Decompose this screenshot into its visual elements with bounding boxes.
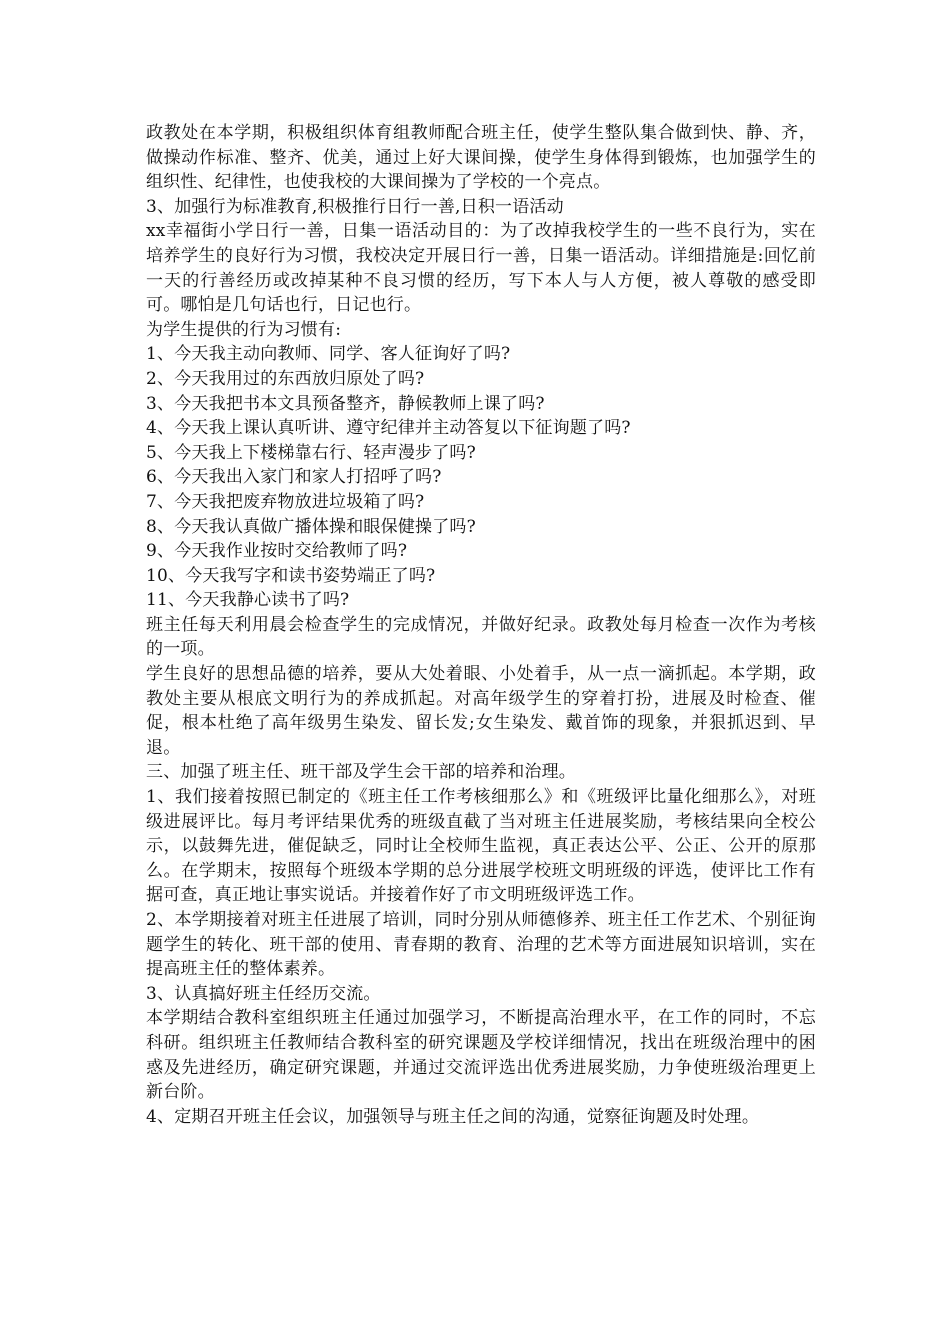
- list-item-habit-6: 6、今天我出入家门和家人打招呼了吗?: [146, 467, 442, 488]
- paragraph-morning-exercise: 政教处在本学期，积极组织体育组教师配合班主任，使学生整队集合做到快、静、齐，做操动作标准、整齐、优美，通过上好大课间操，使学生身体得到锻炼，也加强学生的组织性、纪律性，也使我校的大课间操为了学校的一个亮点。: [146, 123, 816, 193]
- document-body: [146, 121, 816, 1129]
- heading-section-three: 三、加强了班主任、班干部及学生会干部的培养和治理。: [146, 762, 576, 783]
- paragraph-moral-education: 学生良好的思想品德的培养，要从大处着眼、小处着手，从一点一滴抓起。本学期，政教处主要从根底文明行为的养成抓起。对高年级学生的穿着打扮，进展及时检查、催促，根本杜绝了高年级男生染发、留长发;女生染发、戴首饰的现象，并狠抓迟到、早退。: [146, 664, 816, 758]
- list-item-habit-3: 3、今天我把书本文具预备整齐，静候教师上课了吗?: [146, 393, 545, 414]
- paragraph-experience-exchange: 3、认真搞好班主任经历交流。: [146, 983, 381, 1004]
- list-item-habit-11: 11、今天我静心读书了吗?: [146, 590, 350, 611]
- list-item-habit-7: 7、今天我把废弃物放进垃圾箱了吗?: [146, 491, 425, 512]
- list-item-habit-9: 9、今天我作业按时交给教师了吗?: [146, 541, 408, 562]
- paragraph-morning-check: 班主任每天利用晨会检查学生的完成情况，并做好纪录。政教处每月检查一次作为考核的一项。: [146, 614, 816, 660]
- paragraph-research: 本学期结合教科室组织班主任通过加强学习，不断提高治理水平，在工作的同时，不忘科研。组织班主任教师结合教科室的研究课题及学校详细情况，找出在班级治理中的困惑及先进经历，确定研究课题，并通过交流评选出优秀进展奖励，力争使班级治理更上新台阶。: [146, 1008, 816, 1103]
- list-item-habit-2: 2、今天我用过的东西放归原处了吗?: [146, 368, 425, 389]
- paragraph-daily-good-deed: xx幸福街小学日行一善，日集一语活动目的：为了改掉我校学生的一些不良行为，实在培养学生的良好行为习惯，我校决定开展日行一善，日集一语活动。详细措施是:回忆前一天的行善经历或改掉某种不良习惯的经历，写下本人与人方便，被人尊敬的感受即可。哪怕是几句话也行，日记也行。: [146, 221, 816, 316]
- list-item-habit-1: 1、今天我主动向教师、同学、客人征询好了吗?: [146, 344, 511, 365]
- list-item-habit-10: 10、今天我写字和读书姿势端正了吗?: [146, 565, 436, 586]
- list-item-habit-5: 5、今天我上下楼梯靠右行、轻声漫步了吗?: [146, 442, 476, 463]
- paragraph-habits-intro: 为学生提供的行为习惯有:: [146, 319, 342, 340]
- heading-behavior-education: 3、加强行为标准教育,积极推行日行一善,日积一语活动: [146, 196, 564, 217]
- paragraph-teacher-training: 2、本学期接着对班主任进展了培训，同时分别从师德修养、班主任工作艺术、个别征询题学生的转化、班干部的使用、青春期的教育、治理的艺术等方面进展知识培训，实在提高班主任的整体素养。: [146, 910, 816, 980]
- list-item-habit-4: 4、今天我上课认真听讲、遵守纪律并主动答复以下征询题了吗?: [146, 418, 631, 439]
- paragraph-regular-meetings: 4、定期召开班主任会议，加强领导与班主任之间的沟通，觉察征询题及时处理。: [146, 1106, 760, 1127]
- paragraph-class-evaluation: 1、我们接着按照已制定的《班主任工作考核细那么》和《班级评比量化细那么》，对班级进展评比。每月考评结果优秀的班级直截了当对班主任进展奖励，考核结果向全校公示，以鼓舞先进，催促缺乏，同时让全校师生监视，真正表达公平、公正、公开的原那么。在学期末，按照每个班级本学期的总分进展学校班文明班级的评选，使评比工作有据可查，真正地让事实说话。并接着作好了市文明班级评选工作。: [146, 787, 816, 906]
- list-item-habit-8: 8、今天我认真做广播体操和眼保健操了吗?: [146, 516, 476, 537]
